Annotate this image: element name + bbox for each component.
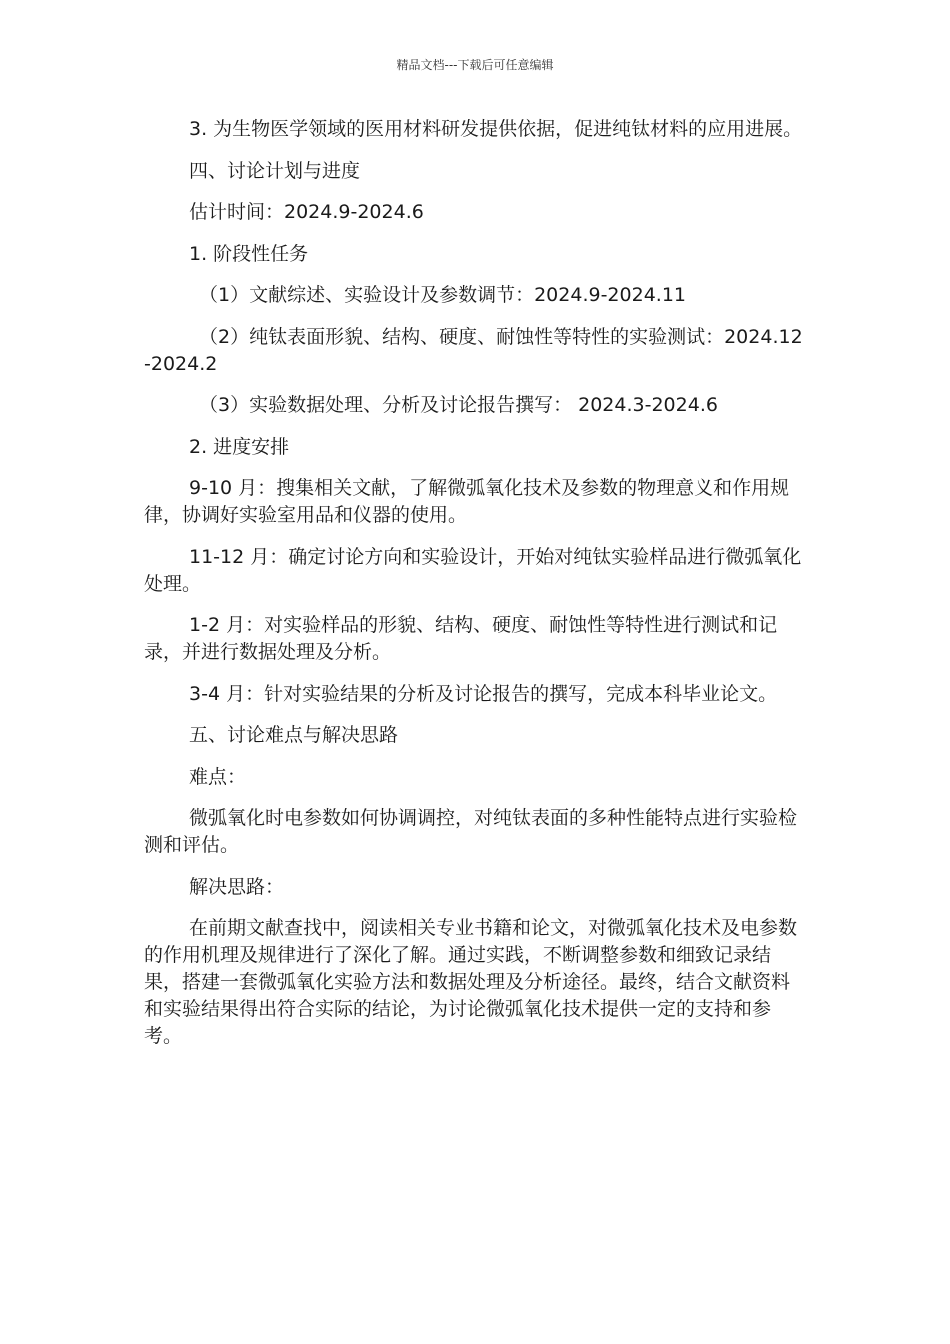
- document-body: [144, 116, 806, 1065]
- subheading-stage-tasks: 1. 阶段性任务: [189, 242, 309, 265]
- label-solution: 解决思路：: [189, 875, 285, 898]
- paragraph-schedule-sep-oct: 9-10 月：搜集相关文献，了解微弧氧化技术及参数的物理意义和作用规律，协调好实验室用品和仪器的使用。: [144, 477, 790, 526]
- paragraph-schedule-jan-feb: 1-2 月：对实验样品的形貌、结构、硬度、耐蚀性等特性进行测试和记录，并进行数据处理及分析。: [144, 614, 778, 663]
- list-item-stage-task-1: （1）文献综述、实验设计及参数调节：2024.9-2024.11: [199, 284, 686, 306]
- label-difficulty: 难点：: [189, 765, 247, 788]
- section-heading-difficulties: 五、讨论难点与解决思路: [189, 724, 399, 746]
- list-item-stage-task-3: （3）实验数据处理、分析及讨论报告撰写： 2024.3-2024.6: [199, 394, 718, 416]
- paragraph-schedule-mar-apr: 3-4 月：针对实验结果的分析及讨论报告的撰写，完成本科毕业论文。: [189, 682, 778, 705]
- paragraph-estimated-time: 估计时间：2024.9-2024.6: [189, 201, 424, 223]
- paragraph-solution: 在前期文献查找中，阅读相关专业书籍和论文，对微弧氧化技术及电参数的作用机理及规律进行了深化了解。通过实践，不断调整参数和细致记录结果，搭建一套微弧氧化实验方法和数据处理及分析途径。最终，结合文献资料和实验结果得出符合实际的结论，为讨论微弧氧化技术提供一定的支持和参考。: [144, 917, 798, 1047]
- paragraph-goal-3: 3. 为生物医学领域的医用材料研发提供依据，促进纯钛材料的应用进展。: [189, 118, 803, 140]
- list-item-stage-task-2: （2）纯钛表面形貌、结构、硬度、耐蚀性等特性的实验测试：2024.12-2024.2: [144, 325, 803, 375]
- section-heading-plan: 四、讨论计划与进度: [189, 159, 361, 182]
- subheading-schedule: 2. 进度安排: [189, 435, 290, 458]
- paragraph-difficulty: 微弧氧化时电参数如何协调调控，对纯钛表面的多种性能特点进行实验检测和评估。: [144, 807, 798, 856]
- page-header: 精品文档---下载后可任意编辑: [396, 58, 554, 72]
- paragraph-schedule-nov-dec: 11-12 月：确定讨论方向和实验设计，开始对纯钛实验样品进行微弧氧化处理。: [144, 545, 802, 595]
